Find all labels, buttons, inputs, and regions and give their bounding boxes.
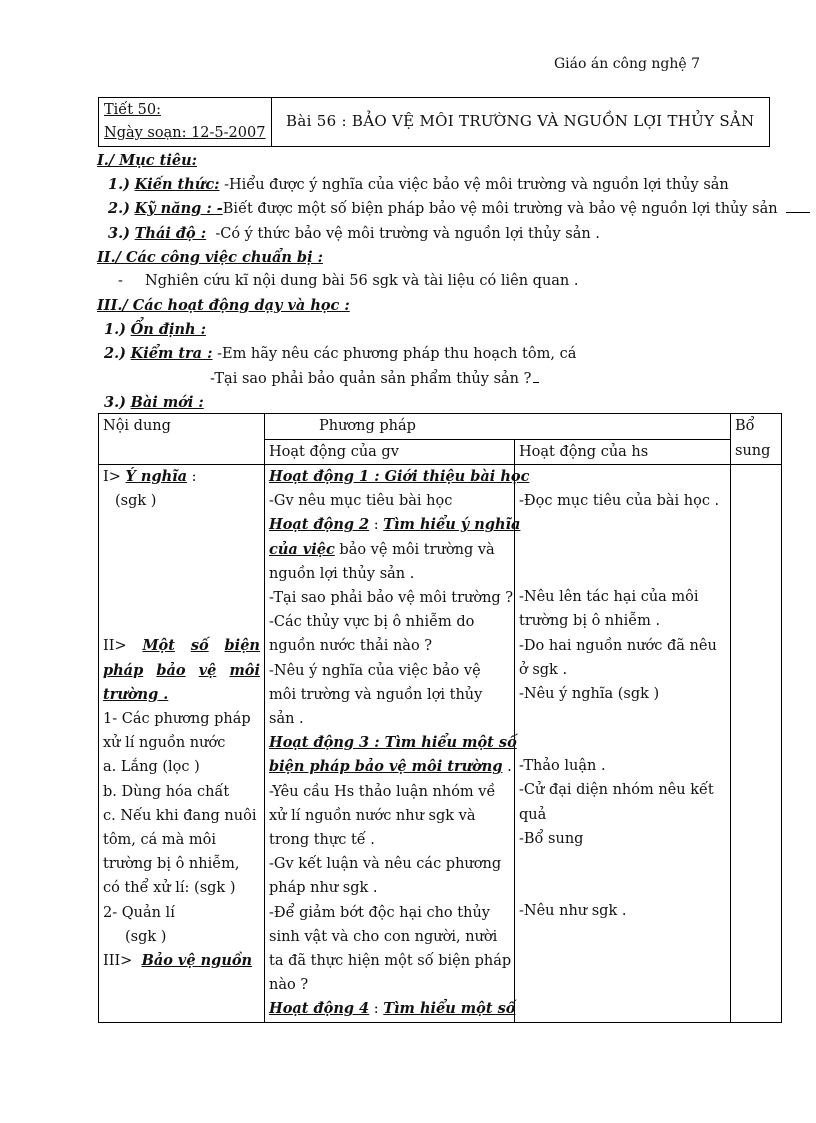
student-line: ở sgk . (519, 661, 568, 678)
student-line: -Do hai nguồn nước đã nêu (519, 637, 717, 654)
objective-knowledge: 1.) Kiến thức: -Hiểu được ý nghĩa của việc bảo vệ môi trường và nguồn lợi thủy sản (108, 176, 729, 193)
activity-line: của việc bảo vệ môi trường và (269, 540, 495, 558)
activity-line: nguồn lợi thủy sản . (269, 565, 415, 582)
student-line: -Đọc mục tiêu của bài học . (519, 493, 720, 509)
lesson-date: Ngày soạn: 12-5-2007 (104, 125, 266, 141)
header-extra: Bổ sung (731, 414, 782, 465)
document-header: Giáo án công nghệ 7 (554, 56, 701, 72)
header-content: Nội dung (99, 414, 265, 465)
extra-column (731, 465, 782, 1023)
section-ii-line3: trường . (103, 685, 169, 703)
header-student: Hoạt động của hs (515, 440, 731, 465)
section-ii-line1: II> Một số biện (103, 637, 260, 655)
lesson-info-box (98, 97, 770, 147)
check-line: 2.) Kiểm tra : -Em hãy nêu các phương pháp thu hoạch tôm, cá (104, 345, 577, 362)
activity-line: ta đã thực hiện một số biện pháp (269, 953, 512, 970)
method-line: xử lí nguồn nước (103, 735, 226, 752)
method-line: a. Lắng (lọc ) (103, 759, 200, 776)
objective-skill: 2.) Kỹ năng : -Biết được một số biện pháp bảo vệ môi trường và bảo vệ nguồn lợi thủy sản (108, 200, 810, 217)
student-activity-column (515, 465, 731, 1023)
activity-3-heading: Hoạt động 3 : Tìm hiểu một số (269, 734, 517, 752)
stabilize-line: 1.) Ổn định : (104, 321, 206, 338)
section-ii-line2: pháp bảo vệ môi (103, 661, 260, 679)
table-header-row (99, 414, 782, 440)
table-row (99, 465, 782, 1023)
content-column (99, 465, 265, 1023)
method-line: tôm, cá mà môi (103, 832, 217, 849)
objective-attitude: 3.) Thái độ : -Có ý thức bảo vệ môi trường và nguồn lợi thủy sản . (108, 225, 600, 242)
teacher-activity-column (265, 465, 530, 1023)
activity-1-heading: Hoạt động 1 : Giới thiệu bài học (269, 468, 530, 485)
method-line: 1- Các phương pháp (103, 711, 251, 728)
lesson-title: Bài 56 : BẢO VỆ MÔI TRƯỜNG VÀ NGUỒN LỢI THỦY SẢN (286, 112, 755, 130)
header-teacher: Hoạt động của gv (265, 440, 515, 465)
method-line: c. Nếu khi đang nuôi (103, 807, 257, 824)
prep-item: Nghiên cứu kĩ nội dung bài 56 sgk và tài liệu có liên quan . (145, 273, 579, 289)
activity-line: xử lí nguồn nước như sgk và (269, 807, 476, 824)
section-iii: III> Bảo vệ nguồn (103, 952, 253, 970)
activity-line: -Để giảm bớt độc hại cho thủy (269, 904, 490, 921)
activity-line: sinh vật và cho con người, nười (269, 928, 498, 945)
activity-line: biện pháp bảo vệ môi trường . (269, 758, 512, 776)
student-line: -Nêu như sgk . (519, 903, 627, 920)
method-line: 2- Quản lí (103, 904, 175, 921)
prep-bullet: - (118, 273, 123, 289)
new-lesson-line: 3.) Bài mới : (104, 394, 204, 411)
header-method: Phương pháp (265, 414, 731, 440)
method-line: (sgk ) (125, 928, 167, 945)
activity-line: nào ? (269, 977, 309, 994)
check-question-2: -Tại sao phải bảo quản sản phẩm thủy sản ? (210, 370, 539, 387)
student-line: quả (519, 806, 547, 823)
activity-2-heading: Hoạt động 2 : Tìm hiểu ý nghĩa (269, 516, 521, 534)
student-line: -Cử đại diện nhóm nêu kết (519, 782, 714, 799)
student-line: -Nêu ý nghĩa (sgk ) (519, 686, 660, 703)
student-line: -Nêu lên tác hại của môi (519, 589, 699, 606)
activity-4-heading: Hoạt động 4 : Tìm hiểu một số (269, 1000, 516, 1018)
activities-heading: III./ Các hoạt động dạy và học : (97, 297, 350, 314)
activity-line: -Gv nêu mục tiêu bài học (269, 493, 453, 510)
activity-line: -Nêu ý nghĩa của việc bảo vệ (269, 662, 481, 679)
activity-line: sản . (269, 711, 304, 728)
method-line: trường bị ô nhiễm, (103, 856, 240, 873)
student-line: -Bổ sung (519, 830, 584, 847)
activity-line: nguồn nước thải nào ? (269, 638, 433, 655)
activity-line: pháp như sgk . (269, 880, 378, 897)
objectives-heading: I./ Mục tiêu: (97, 152, 197, 169)
lesson-period: Tiết 50: (104, 102, 162, 118)
activity-line: -Các thủy vực bị ô nhiễm do (269, 614, 475, 631)
method-line: có thể xử lí: (sgk ) (103, 880, 236, 897)
student-line: trường bị ô nhiễm . (519, 613, 661, 630)
section-i: I> Ý nghĩa : (103, 468, 197, 485)
activity-line: -Yêu cầu Hs thảo luận nhóm về (269, 783, 496, 800)
lesson-meta (99, 98, 272, 146)
activity-line: trong thực tế . (269, 832, 375, 849)
prep-heading: II./ Các công việc chuẩn bị : (97, 249, 323, 266)
activity-line: môi trường và nguồn lợi thủy (269, 686, 483, 703)
section-i-ref: (sgk ) (115, 493, 157, 510)
lesson-plan-table (98, 413, 782, 1023)
method-line: b. Dùng hóa chất (103, 783, 230, 800)
activity-line: -Tại sao phải bảo vệ môi trường ? (269, 590, 514, 607)
activity-line: -Gv kết luận và nêu các phương (269, 856, 502, 873)
student-line: -Thảo luận . (519, 758, 606, 775)
